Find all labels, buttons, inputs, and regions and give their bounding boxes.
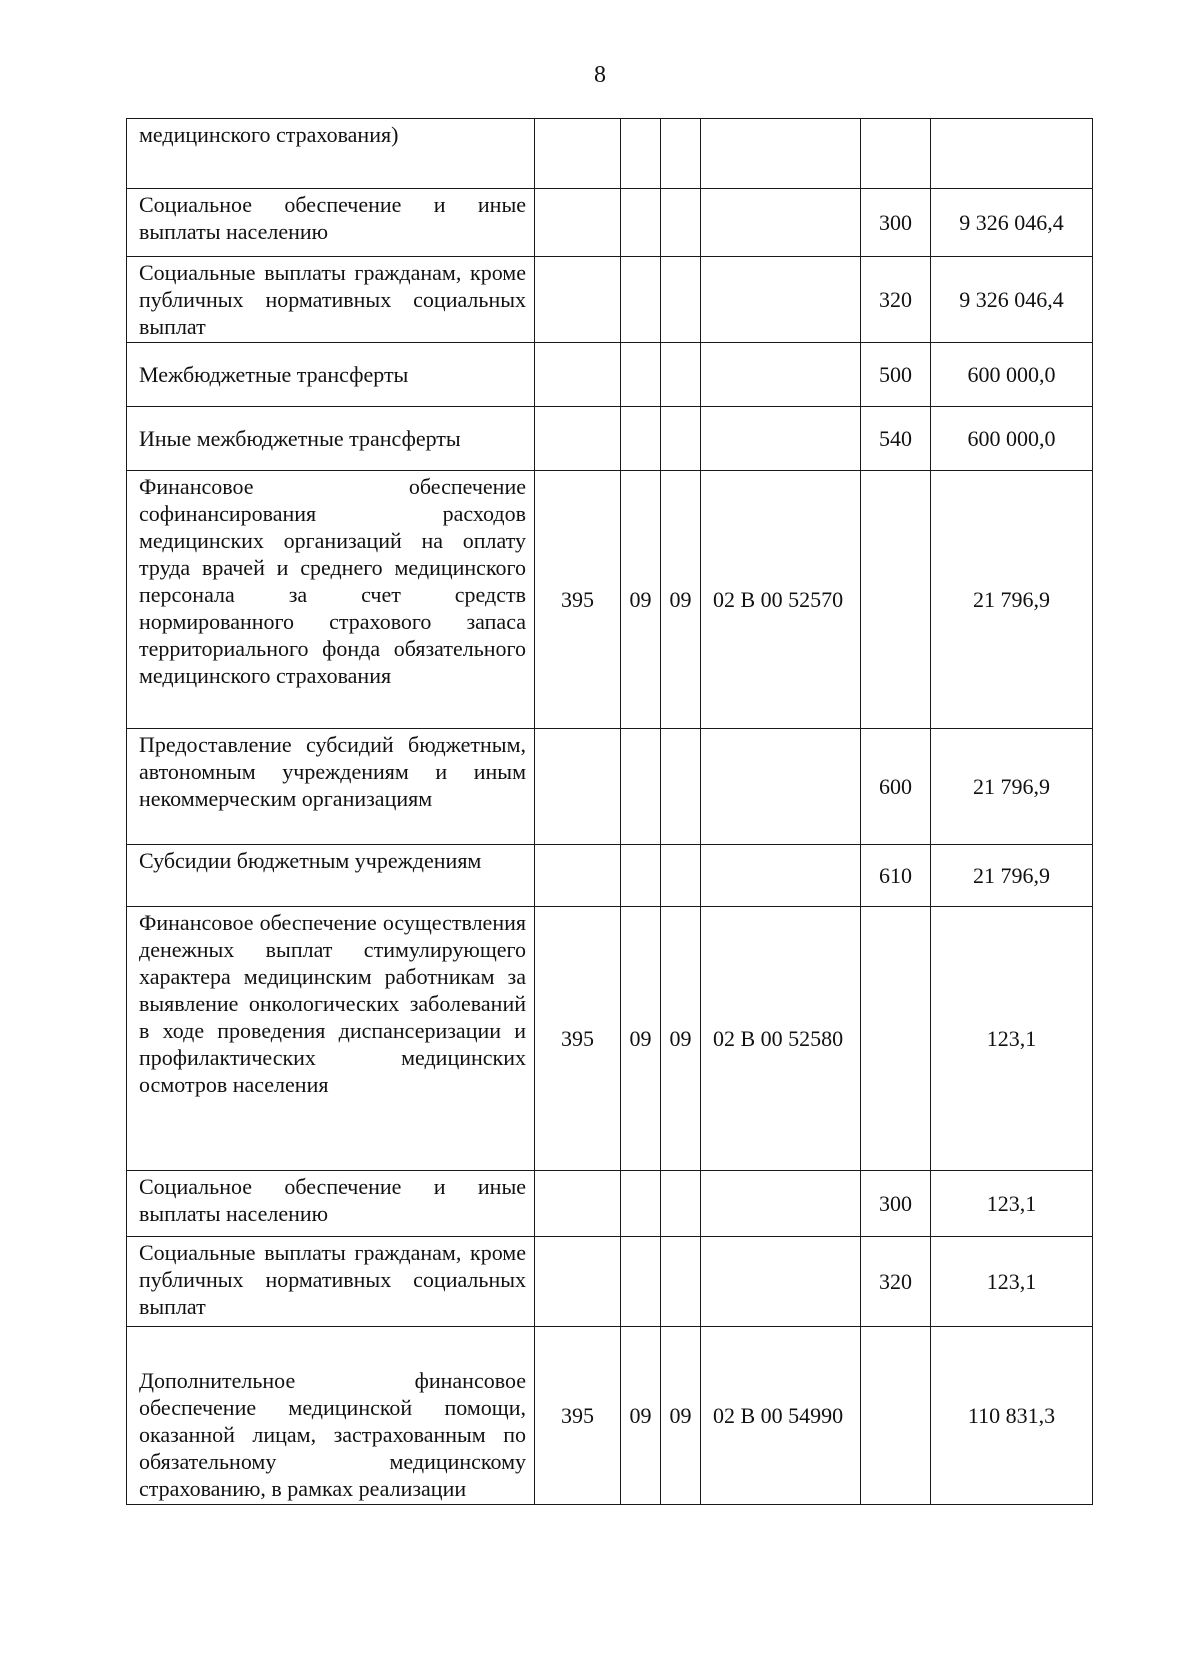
table-row	[127, 257, 1093, 343]
section-code	[621, 407, 661, 471]
admin-code: 395	[535, 907, 621, 1171]
table-row	[127, 407, 1093, 471]
section-code: 09	[621, 907, 661, 1171]
section-code: 09	[621, 1327, 661, 1505]
expense-type-code	[861, 907, 931, 1171]
row-name: медицинского страхования)	[127, 119, 535, 189]
table-row	[127, 845, 1093, 907]
amount: 21 796,9	[931, 471, 1093, 729]
section-code	[621, 343, 661, 407]
admin-code: 395	[535, 1327, 621, 1505]
admin-code	[535, 343, 621, 407]
subsection-code	[661, 1237, 701, 1327]
table-row	[127, 119, 1093, 189]
amount: 123,1	[931, 1171, 1093, 1237]
row-name: Предоставление субсидий бюджетным, автономным учреждениям и иным некоммерческим организациям	[127, 729, 535, 845]
admin-code	[535, 845, 621, 907]
amount: 123,1	[931, 1237, 1093, 1327]
expense-type-code: 320	[861, 257, 931, 343]
row-name: Финансовое обеспечение софинансирования расходов медицинских организаций на оплату труда врачей и среднего медицинского персонала за счет средств нормированного страхового запаса территориального фонда обязательного медицинского страхования	[127, 471, 535, 729]
page-number: 8	[594, 62, 606, 88]
row-name: Социальные выплаты гражданам, кроме публичных нормативных социальных выплат	[127, 1237, 535, 1327]
target-code: 02 В 00 52570	[701, 471, 861, 729]
section-code	[621, 1171, 661, 1237]
table-row	[127, 907, 1093, 1171]
expense-type-code: 320	[861, 1237, 931, 1327]
amount: 9 326 046,4	[931, 189, 1093, 257]
table-row	[127, 343, 1093, 407]
target-code	[701, 729, 861, 845]
amount: 9 326 046,4	[931, 257, 1093, 343]
table-row	[127, 471, 1093, 729]
section-code	[621, 845, 661, 907]
admin-code	[535, 119, 621, 189]
amount: 600 000,0	[931, 407, 1093, 471]
table-row	[127, 1237, 1093, 1327]
row-name: Иные межбюджетные трансферты	[127, 407, 535, 471]
expense-type-code: 540	[861, 407, 931, 471]
subsection-code	[661, 729, 701, 845]
target-code	[701, 257, 861, 343]
subsection-code	[661, 343, 701, 407]
row-name: Социальное обеспечение и иные выплаты населению	[127, 1171, 535, 1237]
target-code	[701, 845, 861, 907]
section-code	[621, 189, 661, 257]
amount: 123,1	[931, 907, 1093, 1171]
subsection-code	[661, 407, 701, 471]
admin-code	[535, 1171, 621, 1237]
section-code: 09	[621, 471, 661, 729]
section-code	[621, 729, 661, 845]
expense-type-code	[861, 119, 931, 189]
admin-code	[535, 257, 621, 343]
expense-type-code: 600	[861, 729, 931, 845]
target-code	[701, 189, 861, 257]
section-code	[621, 257, 661, 343]
subsection-code	[661, 189, 701, 257]
amount	[931, 119, 1093, 189]
table-row	[127, 189, 1093, 257]
row-name: Социальное обеспечение и иные выплаты населению	[127, 189, 535, 257]
target-code	[701, 1237, 861, 1327]
target-code: 02 В 00 52580	[701, 907, 861, 1171]
row-name: Финансовое обеспечение осуществления денежных выплат стимулирующего характера медицинским работникам за выявление онкологических заболеваний в ходе проведения диспансеризации и профилактических медицинских осмотров населения	[127, 907, 535, 1171]
admin-code	[535, 1237, 621, 1327]
expense-type-code	[861, 471, 931, 729]
target-code	[701, 407, 861, 471]
amount: 21 796,9	[931, 729, 1093, 845]
expense-type-code: 500	[861, 343, 931, 407]
subsection-code	[661, 119, 701, 189]
subsection-code	[661, 845, 701, 907]
row-name: Субсидии бюджетным учреждениям	[127, 845, 535, 907]
subsection-code: 09	[661, 1327, 701, 1505]
amount: 600 000,0	[931, 343, 1093, 407]
table-row	[127, 729, 1093, 845]
section-code	[621, 119, 661, 189]
amount: 110 831,3	[931, 1327, 1093, 1505]
subsection-code	[661, 257, 701, 343]
admin-code: 395	[535, 471, 621, 729]
amount: 21 796,9	[931, 845, 1093, 907]
expense-type-code: 300	[861, 189, 931, 257]
admin-code	[535, 729, 621, 845]
table-row	[127, 1171, 1093, 1237]
row-name: Дополнительное финансовое обеспечение медицинской помощи, оказанной лицам, застрахованным по обязательному медицинскому страхованию, в рамках реализации	[127, 1327, 535, 1505]
target-code	[701, 119, 861, 189]
subsection-code	[661, 1171, 701, 1237]
subsection-code: 09	[661, 907, 701, 1171]
admin-code	[535, 407, 621, 471]
target-code	[701, 343, 861, 407]
budget-table	[126, 118, 1093, 1505]
row-name: Межбюджетные трансферты	[127, 343, 535, 407]
target-code: 02 В 00 54990	[701, 1327, 861, 1505]
row-name: Социальные выплаты гражданам, кроме публичных нормативных социальных выплат	[127, 257, 535, 343]
admin-code	[535, 189, 621, 257]
expense-type-code	[861, 1327, 931, 1505]
table-row	[127, 1327, 1093, 1505]
expense-type-code: 610	[861, 845, 931, 907]
target-code	[701, 1171, 861, 1237]
section-code	[621, 1237, 661, 1327]
subsection-code: 09	[661, 471, 701, 729]
expense-type-code: 300	[861, 1171, 931, 1237]
